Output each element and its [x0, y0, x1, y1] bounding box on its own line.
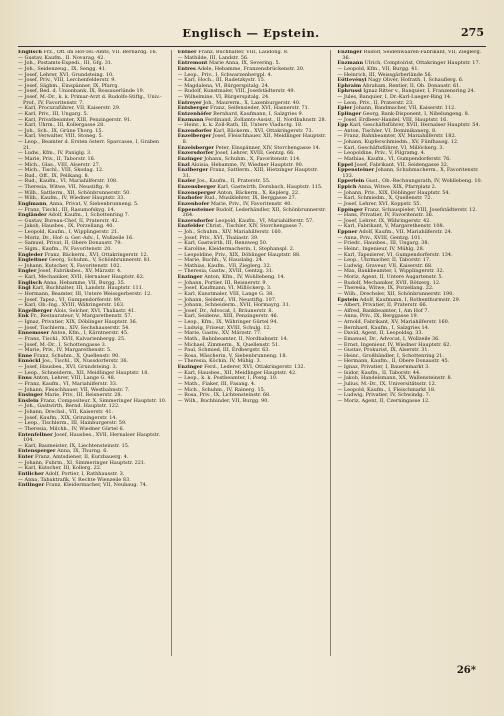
entry-details: Ferdinand, Zollamts-Assist., II, Nordbahnstr. 28.: [203, 116, 327, 123]
entry-details: — Karl, Seidenw., XIII, Penzingerstr. 46.: [177, 313, 279, 320]
entry-surname: Ennöckl: [18, 358, 41, 365]
entry-details: — Mich., Glas., VIII, Alserstr. 27.: [18, 161, 101, 168]
entry-details: Anton, Kfm., IV, Wohllebeng. 14.: [202, 274, 286, 280]
entry-details: Franz, Schuhm., X, Quellenstr. 90.: [32, 352, 120, 359]
entry-details: — Leopoldine, Priv., V, Pilgramg. 4.: [337, 150, 426, 157]
entry-details: — Josef, Lehrer, XVI, Koppstr. 55.: [337, 200, 422, 207]
entry-surname: Eplinger: [337, 110, 362, 117]
column-3: [337, 50, 486, 656]
entry-details: Adolf, Kaufmann, I, Rothenthurmstr. 29.: [358, 296, 461, 303]
entry-details: — Karl, Baumeister, IX, Liechtensteinstr. 15.: [18, 442, 130, 449]
entry-details: Franz, Kleidermacher, VII, Neubaug. 74.: [44, 482, 148, 489]
entry-surname: Enzinger: [337, 50, 363, 55]
entry-surname: Enzinger: [177, 274, 203, 280]
entry-details: — Marie, Priv., II, Taborstr. 16.: [18, 155, 96, 162]
entry-surname: Entres: [177, 65, 196, 72]
entry-details: — Moriz, Agent, II, Untere Augartenstr. 5.: [337, 274, 444, 280]
entry-details: — Wilh., Sattlerm., XII, Schönbrunnerstr. 50.: [18, 189, 131, 196]
entry-details: — Karl, Ob.-Ing., XVIII, Währingerstr. 163.: [18, 302, 125, 309]
entry-details: — Albert, Privatier, II, Praterstr. 66.: [337, 302, 428, 309]
entry-details: — Magdalena, VI, Bürgerspitalg. 24.: [177, 82, 270, 89]
entry-details: — Josef, Bed. d. Unionbank, IX, Rossauerlände 19.: [18, 88, 145, 95]
entry-details: Adolf, Kaufm., I, Schottenring 7.: [46, 212, 130, 219]
signature-mark: 26*: [456, 665, 476, 676]
entry-details: — Johann, Portier, III, Reisnerstr. 9.: [177, 279, 268, 286]
entry-details: — Sigm., Kaufm., IV, Favoritenstr. 20.: [18, 245, 112, 252]
entry-details: — Josef, Priv., VIII, Lerchenfelderstr. 9.: [18, 77, 116, 84]
entry-details: — Theresia, Witwe, VII, Neustiftg. 9.: [18, 184, 111, 190]
entry-details: — Karl, Procuraführer, VII, Kaiserstr. 29.: [18, 105, 121, 112]
entry-surname: Eöttevényi: [337, 77, 367, 84]
entry-details: — Wilh., Drechsler, XII, Schönbrunnerstr. 190.: [337, 290, 454, 297]
entry-details: — Mich., Tischl., VIII, Skodag. 12.: [18, 167, 104, 174]
entry-surname: Enns: [18, 375, 32, 382]
entry-details: Johann, Bandmacher, VII, Kaiserstr. 112.: [352, 105, 456, 112]
entry-details: — Josef, M.-Dr., I, Schottengasse 3.: [18, 341, 107, 348]
entry-details: — Josef, Lehrer, XVI, Grundsteing. 10.: [18, 71, 114, 78]
entry-details: — Johann, Kutscher, X, Favoritenstr. 102.: [18, 262, 122, 269]
entry-surname: Eppner: [337, 229, 358, 235]
entry-details: — Karl, Schmiedm., X, Quellenstr. 72.: [337, 195, 433, 202]
entry-details: — Karl, Kunstmaler, VIII, Lange G. 38.: [177, 290, 274, 297]
entry-details: — Leopoldine, Priv., XIX, Döblinger Hauptstr. 88.: [177, 251, 301, 258]
entry-surname: Englisch: [18, 50, 42, 55]
entry-surname: Eppensteiner: [337, 167, 375, 174]
entry-details: Franz, Schauspieler, VIII, Josefstädterstr. 12.: [362, 206, 478, 213]
directory-entry: [337, 399, 486, 405]
entry-details: — Anna, Priv., XVIII, Gentzg. 101.: [337, 234, 423, 241]
entry-details: — Johann, Fuhrm., XI, Simmeringer Hauptstr. 221.: [18, 459, 146, 466]
entry-details: Georg, Schuhm., V, Schönbrunnerstr. 81.: [47, 257, 152, 264]
entry-details: Marie, Priv., III, Reisnerstr. 28.: [42, 392, 123, 399]
entry-details: Rudolf, Lederhändler, XII, Schönbrunnerstr. 264.: [182, 206, 327, 219]
entry-details: — Mich., Schuhm., IV, Rainerg. 15.: [177, 386, 266, 393]
entry-details: — Karl, Uhrm., III, Kollergasse 28.: [18, 122, 105, 129]
entry-surname: Entner: [177, 50, 197, 55]
entry-details: Jos., Kaufm., II, Praterstr. 55.: [195, 178, 271, 185]
entry-details: Ulrich, Comptoirist, Ottakringer Hauptstr. 17.: [363, 60, 481, 67]
entry-details: Nagy Olivér, Hofrath, I, Schauflerg. 6.: [366, 77, 464, 84]
entry-surname: Enzendorfer: [177, 127, 212, 134]
entry-details: — Johann, Schneiderm., XVII, Hormayrg. 31.: [177, 302, 291, 309]
entry-details: — Johann, Kupferschmiedm., XV, Fünfhausg. 12.: [337, 139, 459, 145]
entry-details: — Mathias, Kaufm., VII, Zieglerg. 32.: [177, 262, 272, 269]
entry-details: — Moriz, Dr., Hof- u. Ger.-Adv., I, Wollzeile 16.: [18, 234, 134, 241]
entry-details: — Alfred, Bankbeamter, I, Am Hof 7.: [337, 307, 430, 314]
entry-details: Karl, Geschäftsführer, XVII, Hernalser Hauptstr. 54.: [348, 122, 481, 129]
entry-details: — Moriz, Agent, II, Czerningasse 12.: [337, 397, 430, 404]
entry-details: — Heinr., Großhändler, I, Schottenring 21.: [337, 352, 445, 359]
entry-details: — Karl, Geschäftsführer, VI, Millöckerg. 3.: [337, 144, 445, 151]
entry-details: — Josef, Priv., XVI, Thaliastr. 39.: [177, 234, 259, 241]
entry-details: Anna, Witwe, XIX, Pfarrplatz 2.: [356, 184, 437, 190]
entry-surname: Engl: [18, 285, 31, 292]
entry-details: — Rudolf, Mechaniker, XVII, Rötzerg. 12.: [337, 279, 441, 286]
entry-details: — Karl, Privatbeamter, XIII, Penzingerstr. 91.: [18, 116, 132, 123]
entry-details: Alois, Selcher, XVI, Thaliastr. 41.: [52, 307, 136, 314]
entry-details: — Josef, M.-Dr., k. k. Primar-Arzt d. Rudolfs-Stiftg., Univ.-Prof., IV, Favoritenstr. 7.: [18, 94, 162, 106]
entry-details: — Rosa, Priv., IX, Lichtensteinstr. 68.: [177, 392, 271, 399]
entry-details: Anton, Lehrer, VIII, Lange G. 48.: [31, 375, 116, 382]
entry-details: Anton, Bäckerm., X, Keplerg. 22.: [215, 189, 300, 196]
entry-details: — Ludwig, Friseur, XVIII, Schulg. 12.: [177, 324, 272, 331]
entry-details: — Theresia, Witwe, IX, Porzellang. 22.: [337, 285, 434, 292]
entry-surname: Entensperger: [18, 448, 56, 455]
entry-details: Franz, Seifensieder, XVI, Hasnerstr. 71.: [208, 105, 310, 112]
entry-details: — Leop., Uhrmacher, II, Taborstr. 17.: [337, 257, 431, 264]
entry-surname: Engleder: [18, 251, 44, 258]
entry-details: — Anton, Tischler, VI, Dominikanerg. 8.: [337, 127, 437, 134]
entry-surname: Ennemoser: [18, 330, 50, 337]
entry-details: Franz, Amtsdiener, II, Kurzbauerg. 4.: [33, 454, 129, 460]
entry-details: — Franz, Kaufm., VI, Mariahilferstr. 33.: [18, 380, 118, 387]
entry-surname: Enter: [18, 454, 34, 460]
entry-details: Marie Anna, IX, Severing. 5.: [207, 60, 281, 67]
entry-details: Jos., Tischl., IX, Nussdorferstr. 36.: [40, 358, 129, 365]
entry-details: Marie, Priv., IV, Favoritenstr. 40.: [209, 200, 292, 207]
entry-surname: Enzersdorfer: [177, 217, 214, 224]
entry-details: — Arnold, Fabrikant, XV, Mariahilferstr. 160.: [337, 319, 450, 325]
entry-details: Leopold, Kaufm., VI, Mariahilferstr. 57.: [213, 217, 314, 224]
entry-details: Anton, Kfm., I, Kärntnerstr. 45.: [49, 330, 129, 337]
entry-details: — Joh., Gastwirth, Bernd. Hauptstr. 122.: [18, 403, 120, 410]
entry-details: — Leopold, Kaufm., I, Wipplingerstr. 21.: [18, 229, 119, 235]
entry-surname: Eppich: [337, 184, 357, 190]
entry-surname: Englmann: [18, 200, 47, 207]
entry-surname: Entremont: [177, 60, 208, 67]
entry-details: — Karl, Priv., III, Ungarg. 5.: [18, 110, 89, 117]
entry-details: — Leop., k. k. Postbeamter, I, Postg. 10.: [177, 375, 278, 382]
entry-surname: Enzersdorfer: [177, 150, 214, 157]
entry-details: — Marie, Buchh., V, Hauslabg. 24.: [177, 257, 264, 264]
entry-details: — Joh., Sch., IX, Grüne Thorg. 15.: [18, 127, 104, 134]
entry-details: — Karl, Hausbes., XII, Meidlinger Hauptstr. 42.: [177, 369, 297, 376]
entry-details: — Leopold, Kfm., VII, Burgg. 41.: [337, 65, 420, 72]
entry-details: — Josef, Tischlerm., XIV, Sechshauserstr. 54.: [18, 324, 130, 331]
entry-details: — Leop., Schneiderm., XII, Meidlinger Hauptstr. 18.: [18, 369, 149, 376]
entry-details: — Theresia, Milchh., IV, Wiedner Gürtel 6.: [18, 425, 125, 432]
entry-surname: Enzensberger: [177, 184, 216, 190]
entry-details: — Josef, Kaufm., XIX, Grinzingerstr. 14.: [18, 414, 118, 421]
entry-details: — Franz, Bahnbeamter, XV, Mariahilferstr. 182.: [337, 133, 457, 140]
entry-details: — Josef, Tapez., VI, Gumpendorferstr. 89.: [18, 296, 122, 303]
entry-surname: Enne: [18, 352, 33, 359]
entry-details: — Marie, Priv., IV, Margarethenstr. 5.: [18, 347, 112, 354]
entry-surname: Enk: [18, 313, 29, 320]
entry-surname: Enzhofer: [177, 195, 203, 202]
entry-surname: Enslein: [18, 397, 39, 404]
entry-details: — Emanuel, Dr., Advocat, I, Wollzeile 36.: [337, 335, 440, 342]
entry-details: — Michael, Zimmerm., X, Quellenstr. 51.: [177, 341, 280, 348]
entry-details: — Marie, Gastw., XV, Märzstr. 77.: [177, 330, 262, 337]
entry-details: — David, Agent, II, Leopoldsg. 33.: [337, 330, 424, 337]
page-number: 275: [461, 26, 484, 39]
entry-surname: Engleitner: [18, 257, 48, 264]
entry-details: Rudolf, Seidenwaaren-Fabrikant, VII, Zieglerg. 36.: [342, 50, 482, 61]
entry-details: — Josef, Kaufmann, VI, Millöckerg. 3.: [177, 285, 272, 292]
entry-details: — Johann, Drechsl., VII, Kaiserstr. 41.: [18, 409, 114, 415]
entry-details: — Anna, Priv., IX, Berggasse 19.: [337, 313, 419, 320]
entry-details: Johann, Schuhmacherm., X, Favoritenstr. 133.: [342, 167, 479, 179]
entry-details: Ignaz Ritter v., Banquier, I, Franzensring 24.: [361, 88, 476, 95]
entry-surname: Enzinger: [177, 155, 203, 162]
entry-details: — Josef, Erdbeer-Handel, VIII, Hauptstr. 16.: [337, 116, 448, 123]
entry-details: — Ludwig, Privatier, IV, Schwindg. 7.: [337, 392, 431, 399]
entry-details: Bernhard, Kaufmann, I, Salzgries 9.: [211, 110, 304, 117]
entry-details: — Rud., Off., IX, Pelikang. 8.: [18, 172, 90, 179]
entry-details: — Leop., Tischlerm., III, Hainburgerstr. 59.: [18, 420, 127, 427]
entry-details: — Ignaz, Privatier, XIX, Döblinger Hauptstr. 36.: [18, 319, 138, 325]
entry-details: Christ., Tischler, XIV, Storchengasse 7.: [204, 223, 304, 230]
page-header: [18, 26, 484, 42]
entry-details: — Joh., Schuhm., XIV, Mariahilferstr. 160.: [177, 229, 283, 235]
entry-details: Abraham, Rentier, II, Ob. Donaustr. 61.: [361, 82, 461, 89]
entry-details: — Mathias, Kaufm., VI, Gumpendorferstr. 76.: [337, 155, 451, 162]
column-2: [178, 50, 332, 656]
entry-details: — Mathilde, III, Landstr. 56.: [177, 54, 249, 61]
directory-entry: [18, 483, 167, 489]
entry-details: — Leop., Beamter d. Ersten österr. Sparcasse, I, Graben 21.: [18, 139, 160, 151]
entry-surname: Englisch: [18, 279, 42, 286]
entry-details: — Anna, Tabaktrafik, V, Rechte Wienzeile 83.: [18, 476, 131, 483]
entry-details: — Wilh., Buchbinder, VII, Burgg. 90.: [177, 397, 270, 404]
entry-surname: Eppel: [337, 161, 354, 168]
entry-details: Josef, Fabriksbes., XV, Märzstr. 4.: [36, 268, 122, 275]
entry-details: Gust., Ob.-Rechnungsrath, IV, Wohllebeng. 10.: [364, 178, 483, 185]
entry-surname: Enzelsberger: [177, 144, 215, 151]
entry-surname: Enzelberger: [177, 133, 212, 140]
entry-details: — Karl, Hoch., III, Radetzkystr. 15.: [177, 77, 266, 84]
entry-surname: Ensinger: [18, 392, 43, 399]
entry-details: — Leop., Priv., I, Schwarzenbergpl. 4.: [177, 71, 273, 78]
entry-surname: Entreyer: [177, 99, 202, 106]
entry-details: — Josef, Lehrer, IX, Währingerstr. 42.: [337, 217, 431, 224]
entry-surname: Entlicher: [18, 470, 44, 477]
entry-details: Karl, Bäckerm., XVI, Ottakringerstr. 73.: [211, 127, 314, 134]
entry-surname: Epperlein: [337, 178, 365, 185]
entry-details: Adele, Hebamme, Franzensbrückenstr. 20.: [195, 65, 305, 72]
entry-surname: Eppinger: [337, 206, 363, 213]
entry-details: — Gustav, Prokurist, IX, Alserstr. 31.: [337, 347, 430, 354]
entry-details: — Jules, Banquier, I, Dr.-Karl-Lueger-Ring 14.: [337, 94, 452, 100]
entry-details: Ferd., Lederer, XVI, Ottakringerstr. 132.: [202, 364, 306, 370]
entry-surname: Enzmann: [337, 60, 364, 67]
entry-details: — Karl, Tapezierer, VI, Gumpendorferstr. 134.: [337, 251, 453, 258]
entry-details: Anna, IX, Thurng. 6.: [55, 448, 108, 455]
entry-surname: Eppensteiner: [177, 206, 215, 213]
entry-details: — Leopold, Kaufm., I, Fleischmarkt 18.: [337, 386, 436, 393]
entry-surname: Enzmann: [177, 116, 204, 123]
entry-details: — Ludw., Kfm., IV, Paniglg. 3.: [18, 150, 92, 157]
entry-surname: Ephrussi: [337, 88, 362, 95]
entry-details: Franz, Compositeur, X, Simmeringer Hauptstr. 10.: [38, 397, 167, 404]
entry-details: — Karl, Verwalter, VIII, Stoneg. 5.: [18, 133, 104, 140]
entry-details: — Josef, Dr., Advocat, I, Bräunerstr. 8.: [177, 307, 274, 314]
entry-details: Franz, Sattlerm., XIII, Hietzinger Hauptstr. 31.: [182, 167, 319, 179]
entry-details: Joh., Maurerm., X, Laxenburgerstr. 40.: [201, 99, 301, 106]
entry-details: Peter, Einspänner, XIV, Storchengasse 14.: [214, 144, 321, 151]
entry-surname: Entzenhöfer: [177, 110, 212, 117]
entry-surname: Enzl: [177, 161, 190, 168]
entry-details: — Heinr., k. k. Zoll-Rath, III, Untere Viaductg. 18.: [177, 122, 303, 129]
entry-surname: Enzenhofer: [177, 200, 210, 207]
entry-details: — Wilhelmine, VI, Bürgerspitalg. 24.: [177, 94, 270, 100]
entry-surname: Engländer: [18, 212, 47, 219]
entry-details: Fr., Restaurateur, V, Margarethenstr. 57.: [28, 313, 133, 320]
entry-details: — Theresia, Köchin, IV, Mühlg. 3.: [177, 358, 262, 365]
entry-surname: Enzfelder: [177, 223, 205, 230]
entry-details: Adolf, Kaufm., VII, Mariahilferstr. 24.: [357, 229, 453, 235]
entry-details: Adolf, Portier, I, Rathhausstr. 3.: [43, 470, 125, 477]
entry-details: , Anna, Privat, V, Siebenbrunneng. 5.: [46, 200, 139, 207]
entry-details: — Heinrich, III, Weissgärberlände 56.: [337, 71, 433, 78]
entry-details: — Joh., Postamts-Expedi., III, Gfg. 31.: [18, 60, 113, 67]
entry-details: — Friedr., Hausbes., III, Ungarg. 38.: [337, 240, 430, 247]
entry-surname: Entenfellner: [18, 431, 53, 438]
entry-details: — Theresia, Gastw., XVIII, Gentzg. 31.: [177, 268, 274, 275]
entry-details: Aloisia, Hebamme, IV, Wiedner Hauptstr. 90.: [189, 161, 304, 168]
directory-entry: [178, 399, 327, 405]
entry-details: Josef, Hausbes., XVII, Hernalser Hauptstr. 104.: [23, 431, 161, 444]
entry-details: — Math., Fiaker, III, Fasang. 4.: [177, 380, 256, 387]
entry-details: — Johann, Priv., XIX, Döblinger Hauptstr. 54.: [337, 189, 451, 196]
entry-surname: Ephraim: [337, 82, 362, 89]
entry-details: — Joh., Seidenzeug., IX, Sengg. 41.: [18, 65, 107, 72]
column-1: [18, 50, 172, 656]
entry-details: — Samuel, Privat, II, Obere Donaustr. 79.: [18, 240, 123, 247]
entry-details: — Ignaz, Privatier, I, Bauernmarkt 3.: [337, 364, 430, 370]
entry-surname: Epler: [337, 105, 353, 112]
entry-surname: Entlinger: [18, 482, 45, 489]
entry-details: Rud., Musiklehrer, IX, Berggasse 27.: [202, 195, 297, 202]
entry-surname: Epp: [337, 122, 349, 129]
entry-details: — Max, Bankbeamter, I, Wipplingerstr. 32.: [337, 268, 445, 275]
entry-details: Josef, Lehrer, XVIII, Gentzg. 66.: [213, 150, 295, 157]
entry-details: — Rudolf, Kunstmaler, VIII, Josefstädterstr. 49.: [177, 88, 296, 95]
entry-details: — Josef, Sägbm., Einspänner, IX, Pfarrg.: [18, 82, 120, 89]
entry-surname: Enzlberger: [177, 167, 209, 174]
entry-details: — Johann, Fleischhauer, VII, Westbahnstr. 7.: [18, 386, 130, 393]
entry-details: — Gustav, Bureau-Chef, II, Praterstr. 42.: [18, 217, 120, 224]
running-title: Englisch — Epstein.: [182, 26, 320, 40]
entry-surname: Enzler: [177, 178, 196, 185]
entry-details: — Hans, Privatier, IV, Favoritenstr. 36.: [337, 212, 434, 219]
entry-details: Georg, Bank-Disponent, I, Nibelungeng. 8.: [361, 110, 470, 117]
entry-surname: Enzinger: [177, 364, 203, 370]
entry-details: Franz, Buchhalter, VIII, Laudong. 8.: [196, 50, 289, 55]
entry-details: — Johann, Seidenf., VII, Neustiftg. 107.: [177, 296, 277, 303]
entry-details: — Paul, Schmied, III, Erdbergstr. 63.: [177, 347, 270, 354]
entry-details: Franz, Bäckerm., XVI, Ottakringerstr. 12.: [43, 251, 149, 258]
entry-details: — Leon, Priv., II, Praterstr. 23.: [337, 99, 414, 106]
entry-surname: Engler: [18, 268, 37, 275]
entry-surname: Enzensperger: [177, 189, 216, 196]
entry-details: — Karl, Gastwirth, III, Rennweg 50.: [177, 240, 268, 247]
entry-surname: Entsberger: [177, 105, 209, 112]
entry-details: — Josef, Hausbes., XVI, Grundsteing. 3.: [18, 364, 118, 370]
entry-details: — Bernhard, Kaufm., I, Salzgries 14.: [337, 324, 430, 331]
entry-details: Josef, Fabrikant, VII, Seidengasse 32.: [353, 161, 449, 168]
entry-details: — Leop., Kfm., IX, Währinger Gürtel 94.: [177, 319, 279, 325]
entry-surname: Epstein: [337, 296, 359, 303]
directory-columns: [18, 50, 486, 656]
entry-details: Anna, Hebamme, VII, Burgg. 35.: [41, 279, 126, 286]
entry-details: Josef, Fleischhauer, XII, Meidlinger Hauptstr. 8.: [182, 133, 327, 145]
entry-details: Karl, Gastwirth, Dornbach, Hauptstr. 115.: [215, 184, 323, 190]
entry-details: — Karl, Fabrikant, V, Margarethenstr. 108.: [337, 223, 445, 230]
entry-details: Karl, Buchhalter, III, Landstr. Hauptstr. 111.: [30, 285, 144, 292]
entry-details: — Franz, Tischl., XVII, Kalvarienbergg. 25.: [18, 335, 126, 342]
entry-details: — Ernst, Ingenieur, IV, Wiedner Hauptstr. 62.: [337, 341, 452, 348]
entry-details: — Isidor, Kaufm., II, Taborstr. 44.: [337, 369, 421, 376]
entry-details: — Rud., Kaufm., VI, Mariahilferstr. 108.: [18, 178, 118, 185]
entry-details: — Jakob, Hausbes., IX, Porzellang. 40.: [18, 223, 114, 230]
entry-details: — Hermann, Beamter, III, Untere Weissgerberstr. 12.: [18, 290, 152, 297]
entry-details: — Jakob, Handelsmann, XX, Wallensteinstr. 8.: [337, 375, 453, 382]
entry-details: — Karoline, Kleidermacherin, I, Stephanspl. 2.: [177, 245, 295, 252]
header-rule: [18, 46, 486, 47]
entry-surname: Engelberger: [18, 307, 53, 314]
entry-details: Johann, Schuhm., X, Favoritenstr. 114.: [202, 155, 301, 162]
entry-details: — Heinr., Ingenieur, IV, Mühlg. 28.: [337, 245, 425, 252]
entry-details: — Rosa, Wäscherin, V, Siebenbrunneng. 18.: [177, 352, 288, 359]
entry-details: — Karl, Mechaniker, XVII, Hernalser Hauptstr. 62.: [18, 274, 145, 280]
entry-details: — Gustav, Kaufm., II. Novarag. 42.: [18, 54, 105, 61]
entry-details: — Ludwig, Graveur, VII, Kaiserstr. 68.: [337, 262, 433, 269]
entry-details: — Wilh., Kaufm., IV, Wiedner Hauptstr. 33.: [18, 195, 125, 202]
entry-details: — Julius, M.-Dr., IX, Universitätsstr. 12.: [337, 380, 437, 387]
entry-details: — Math., Bahnbeamter, II, Nordbahnstr. 14.: [177, 335, 289, 342]
entry-details: — Hermann, Kaufm., II, Obere Donaustr. 45.: [337, 358, 450, 365]
entry-details: Frz., Off. im Hof-Tel.-Amts, VII. Bernardg. 16.: [41, 50, 158, 55]
entry-details: — Franz, Tischl., III, Rasumofskyg. 14.: [18, 206, 116, 213]
entry-details: — Karl, Kutscher, III, Kollerg. 22.: [18, 465, 102, 472]
